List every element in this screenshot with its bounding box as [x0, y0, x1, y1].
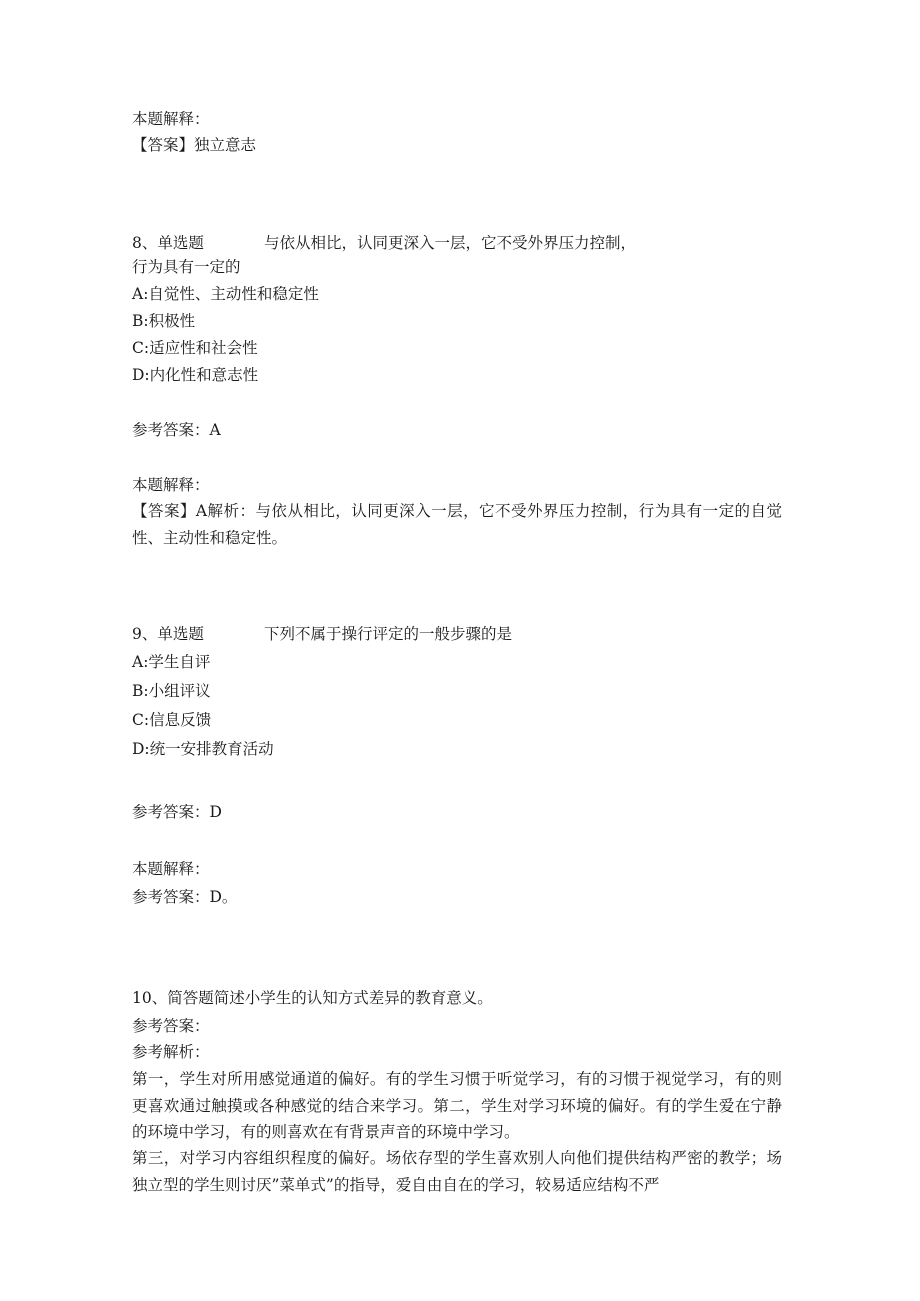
q8-option-b: B:积极性 — [132, 312, 196, 330]
q9-option-d: D:统一安排教育活动 — [132, 740, 274, 758]
q8-answer: 参考答案：A — [132, 421, 221, 439]
prev-explanation-text: 【答案】独立意志 — [132, 136, 257, 154]
q9-answer: 参考答案：D — [132, 803, 222, 821]
q8-explanation-text: 【答案】A解析：与依从相比，认同更深入一层，它不受外界压力控制，行为具有一定的自觉性、主动性和稳定性。 — [132, 502, 782, 547]
q10-paragraph-2: 第三，对学习内容组织程度的偏好。场依存型的学生喜欢别人向他们提供结构严密的教学；场独立型的学生则讨厌”菜单式”的指导，爱自由自在的学习，较易适应结构不严 — [132, 1149, 782, 1194]
q8-stem-line1: 与依从相比，认同更深入一层，它不受外界压力控制， — [264, 234, 637, 252]
q8-stem-line2: 行为具有一定的 — [132, 258, 241, 276]
q9-option-c: C:信息反馈 — [132, 711, 212, 729]
q8-option-c: C:适应性和社会性 — [132, 339, 258, 357]
q9-number-type: 9、单选题 — [132, 625, 204, 643]
q9-option-b: B:小组评议 — [132, 682, 211, 700]
q8-explanation-label: 本题解释： — [132, 476, 210, 494]
q9-explanation-text: 参考答案：D。 — [132, 888, 238, 906]
prev-explanation-label: 本题解释： — [132, 110, 210, 128]
q10-answer-label: 参考答案： — [132, 1017, 210, 1035]
q9-stem: 下列不属于操行评定的一般步骤的是 — [264, 625, 513, 643]
q10-title: 10、简答题简述小学生的认知方式差异的教育意义。 — [132, 989, 493, 1007]
q8-option-d: D:内化性和意志性 — [132, 366, 259, 384]
q9-option-a: A:学生自评 — [132, 653, 211, 671]
q8-option-a: A:自觉性、主动性和稳定性 — [132, 285, 319, 303]
q9-explanation-label: 本题解释： — [132, 860, 210, 878]
q10-paragraph-1: 第一，学生对所用感觉通道的偏好。有的学生习惯于听觉学习，有的习惯于视觉学习，有的则更喜欢通过触摸或各种感觉的结合来学习。第二，学生对学习环境的偏好。有的学生爱在宁静的环境中学习，有的则喜欢在有背景声音的环境中学习。 — [132, 1070, 782, 1141]
q8-number-type: 8、单选题 — [132, 234, 204, 252]
q10-analysis-label: 参考解析： — [132, 1043, 210, 1061]
